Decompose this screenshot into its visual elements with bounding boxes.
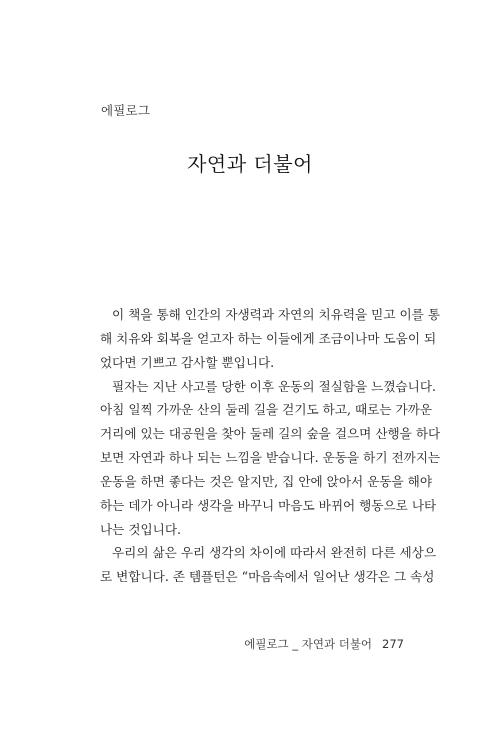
body-line: 필자는 지난 사고를 당한 이후 운동의 절실함을 느꼈습니다.: [112, 378, 436, 394]
body-text: [100, 303, 441, 589]
body-line: 운동을 하면 좋다는 것은 알지만, 집 안에 앉아서 운동을 해야: [100, 473, 433, 489]
body-line: 었다면 기쁘고 감사할 뿐입니다.: [100, 354, 275, 370]
body-line: 아침 일찍 가까운 산의 둘레 길을 걷기도 하고, 때로는 가까운: [100, 402, 433, 418]
body-line: 보면 자연과 하나 되는 느낌을 받습니다. 운동을 하기 전까지는: [100, 450, 441, 466]
running-footer: [244, 636, 404, 652]
body-line: 나는 것입니다.: [100, 521, 181, 537]
body-line: 우리의 삶은 우리 생각의 차이에 따라서 완전히 다른 세상으: [112, 545, 436, 561]
running-head: 에필로그 _ 자연과 더불어: [244, 637, 373, 651]
body-line: 하는 데가 아니라 생각을 바꾸니 마음도 바뀌어 행동으로 나타: [100, 497, 437, 513]
body-line: 해 치유와 회복을 얻고자 하는 이들에게 조금이나마 도움이 되: [100, 330, 437, 346]
body-line: 이 책을 통해 인간의 자생력과 자연의 치유력을 믿고 이를 통: [112, 307, 441, 322]
body-line: 거리에 있는 대공원을 찾아 둘레 길의 숲을 걸으며 산행을 하다: [100, 426, 441, 442]
page-number: 277: [382, 637, 404, 651]
body-line: 로 변합니다. 존 템플턴은 “마음속에서 일어난 생각은 그 속성: [100, 569, 435, 585]
chapter-title: 자연과 더불어: [187, 152, 313, 176]
section-label: 에필로그: [101, 103, 151, 118]
